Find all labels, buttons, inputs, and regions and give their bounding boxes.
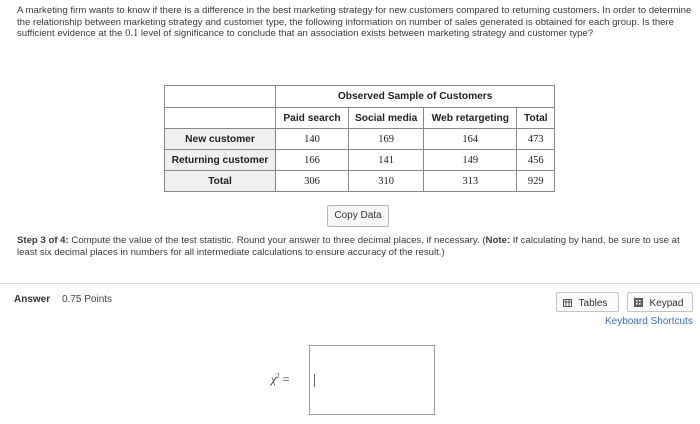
- question-text-part: A marketing firm wants to know if there is a difference in the best marketing strategy for new customers compared to returning customers. In order to determine the relationship between marketing strategy and customer type, the following information on number of sales generated is obtained for each group. Is there sufficient evidence at the: [17, 5, 692, 40]
- step-text: Compute the value of the test statistic. Round your answer to three decimal places, if necessary. (: [68, 235, 486, 246]
- tables-button[interactable]: [556, 292, 619, 312]
- column-header: Paid search: [276, 108, 349, 129]
- copy-data-button[interactable]: Copy Data: [327, 205, 389, 227]
- keypad-button[interactable]: [627, 292, 693, 312]
- column-header: Web retargeting: [424, 108, 517, 129]
- table-icon: [563, 298, 575, 308]
- step-label: Step 3 of 4:: [17, 235, 69, 246]
- column-header: Social media: [349, 108, 424, 129]
- table-cell: 149: [424, 150, 517, 171]
- table-cell: 140: [276, 129, 349, 150]
- table-row: [165, 129, 555, 150]
- points-value: 0.75 Points: [62, 294, 113, 305]
- table-cell: 141: [349, 150, 424, 171]
- note-label: Note:: [485, 235, 511, 246]
- table-row: [165, 150, 555, 171]
- table-title: Observed Sample of Customers: [276, 86, 555, 108]
- keypad-label: Keypad: [649, 298, 684, 309]
- column-header: Total: [517, 108, 555, 129]
- answer-label: Answer: [14, 294, 51, 305]
- equals-sign: =: [282, 372, 290, 386]
- table-cell: 456: [517, 150, 555, 171]
- row-label: Returning customer: [165, 150, 276, 171]
- note-text: If calculating by hand, be sure to use at least six decimal places in numbers for all intermediate calculations to ensure accuracy of the result.): [17, 235, 680, 258]
- table-cell: 164: [424, 129, 517, 150]
- table-cell: 169: [349, 129, 424, 150]
- table-cell: 310: [349, 171, 424, 192]
- table-blank: [165, 108, 276, 129]
- keypad-icon: [634, 298, 646, 308]
- significance-level: 0.1: [125, 28, 139, 40]
- tables-label: Tables: [578, 298, 608, 309]
- observed-table: [164, 85, 555, 192]
- table-cell: 306: [276, 171, 349, 192]
- question-text-part: level of significance to conclude that an association exists between marketing strategy and customer type?: [138, 28, 594, 40]
- step-instructions: [17, 235, 693, 258]
- row-label: New customer: [165, 129, 276, 150]
- table-row: [165, 171, 555, 192]
- divider: [0, 283, 700, 284]
- table-cell: 313: [424, 171, 517, 192]
- table-cell: 166: [276, 150, 349, 171]
- chi-power: 2: [276, 372, 280, 380]
- chi-square-label: [271, 372, 290, 387]
- row-label: Total: [165, 171, 276, 192]
- table-corner: [165, 86, 276, 108]
- table-cell: 473: [517, 129, 555, 150]
- text-caret: [314, 374, 315, 387]
- answer-input[interactable]: [309, 345, 435, 415]
- chi-symbol: χ: [271, 372, 277, 386]
- table-cell: 929: [517, 171, 555, 192]
- question-text: [17, 5, 693, 40]
- keyboard-shortcuts-link[interactable]: Keyboard Shortcuts: [605, 316, 693, 327]
